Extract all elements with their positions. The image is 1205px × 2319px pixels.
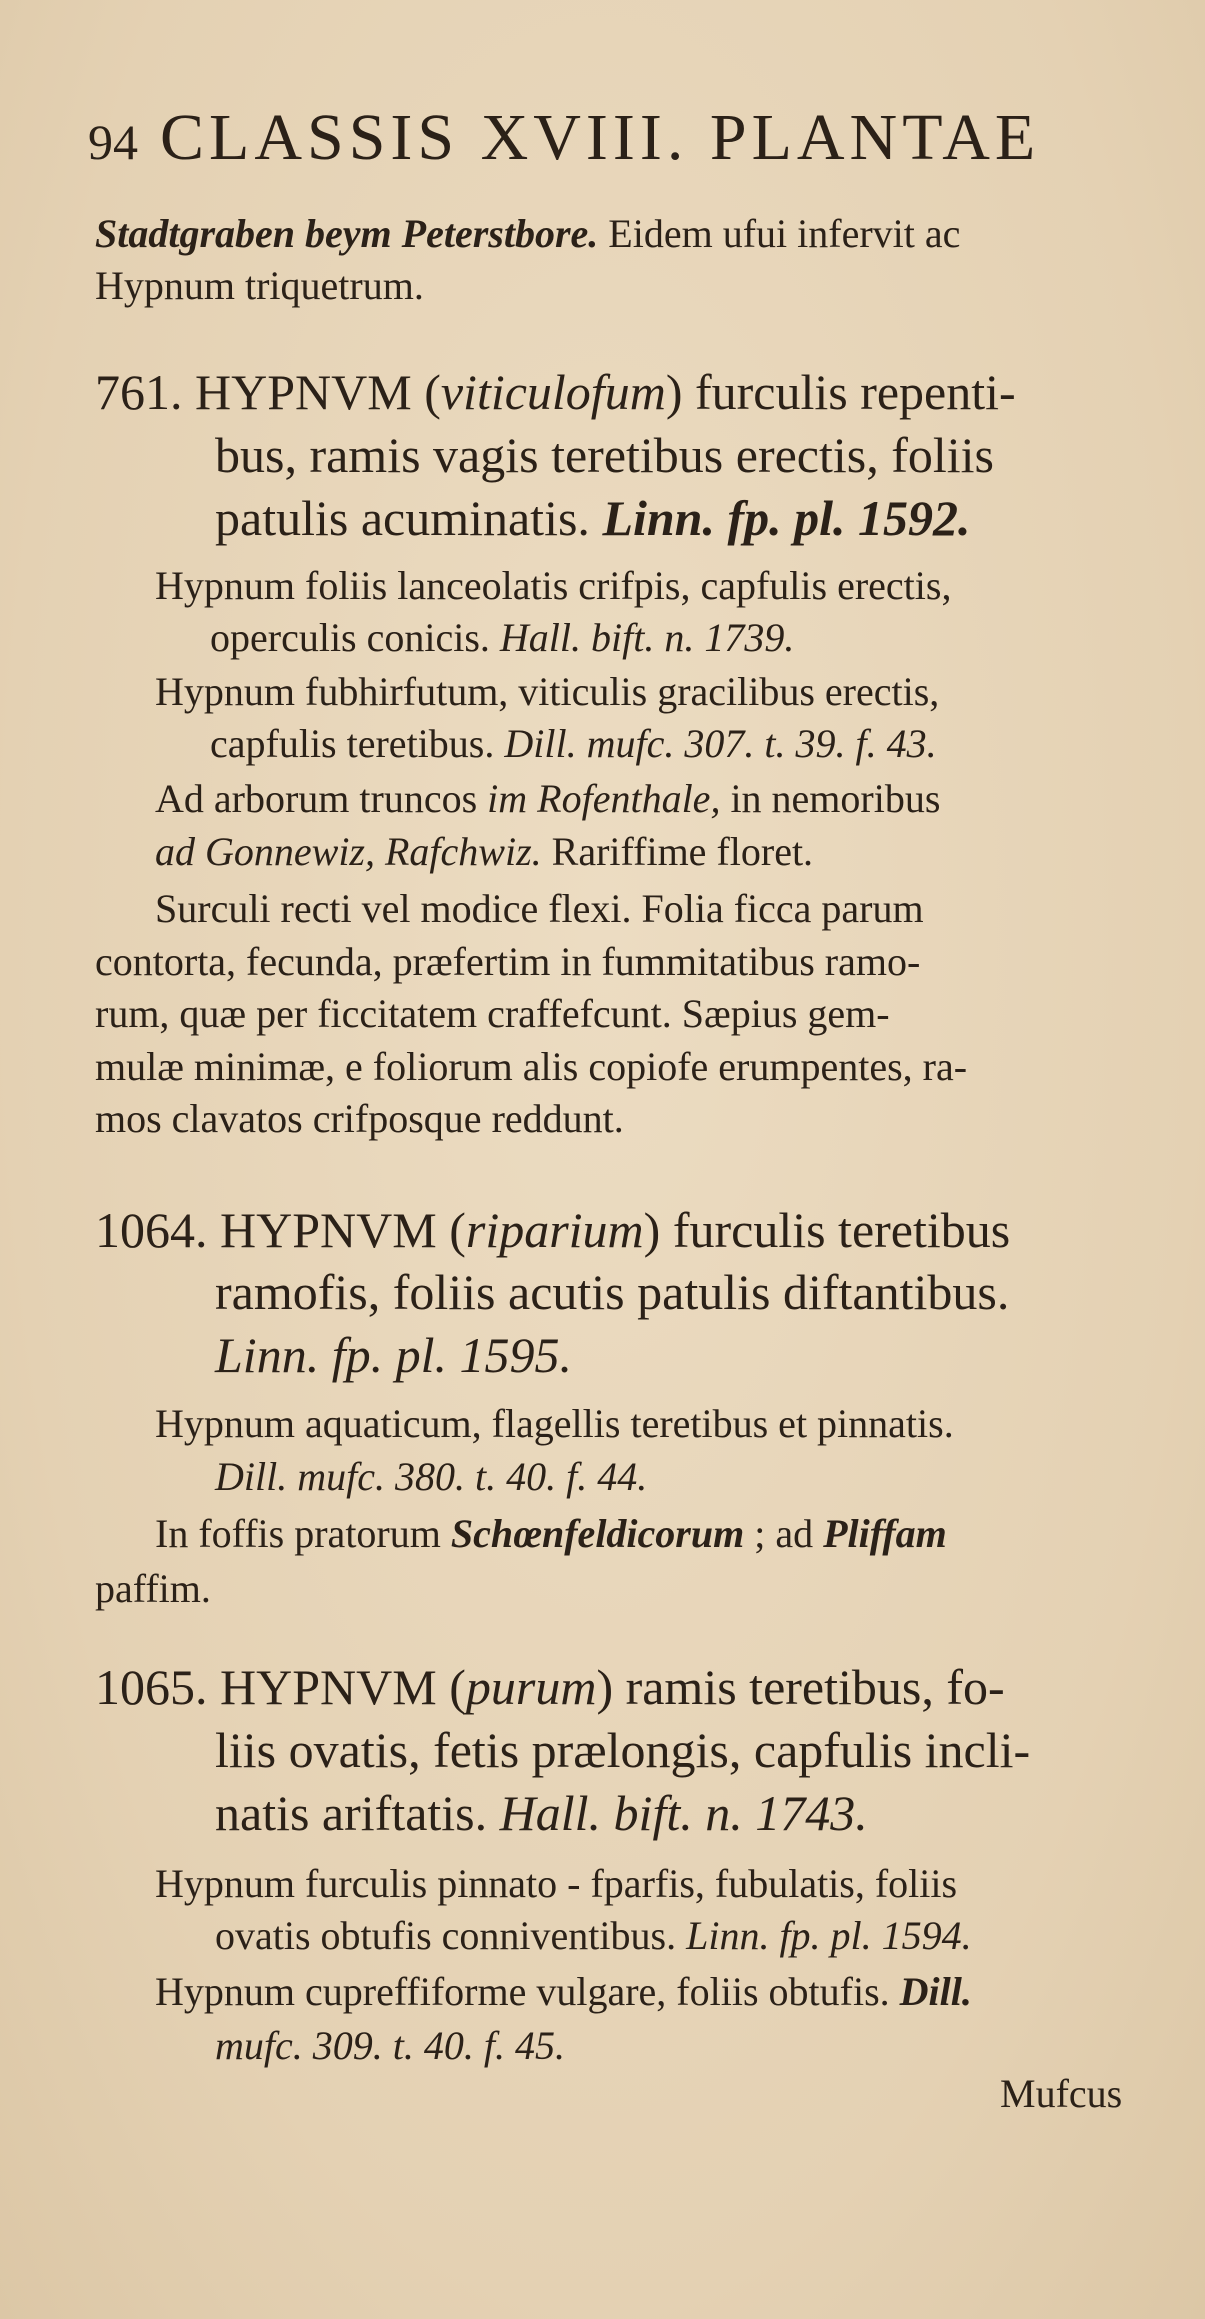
text-line [155,1860,957,1908]
text-segment: operculis conicis. [210,615,500,660]
text-line [215,2022,565,2070]
text-line [215,1783,868,1843]
text-segment: ) ramis teretibus, fo- [596,1659,1005,1715]
text-segment: purum [465,1659,597,1715]
text-line [210,614,794,662]
text-segment: Dill. mufc. 380. t. 40. f. 44. [215,1454,648,1499]
text-line [155,668,939,716]
text-segment: liis ovatis, fetis prælongis, capfulis incli- [215,1722,1031,1778]
text-segment: HYPNVM ( [182,364,441,420]
text-segment: In foffis pratorum [155,1511,451,1556]
text-segment: natis ariftatis. [215,1785,500,1841]
running-title: CLASSIS XVIII. PLANTAE [160,101,1041,174]
text-segment: Hypnum triquetrum. [95,263,424,308]
text-segment: ovatis obtufis conniventibus. [215,1913,687,1958]
text-line [210,720,937,768]
text-segment: Hall. bift. n. 1743. [499,1785,868,1841]
text-segment: 761. [95,364,183,420]
text-line [215,1453,647,1501]
text-segment: rum, quæ per ficcitatem craffefcunt. Sæpius gem- [95,991,890,1036]
catchword: Mufcus [1000,2071,1123,2116]
text-line [155,1400,954,1448]
text-segment: Linn. fp. pl. 1595. [215,1327,572,1383]
text-segment: Stadtgraben beym Peterstbore. [95,211,599,256]
text-segment: bus, ramis vagis teretibus erectis, foliis [215,427,995,483]
text-segment: Rariffime floret. [541,829,814,874]
text-line [215,1325,572,1385]
text-segment: Hall. bift. n. 1739. [499,615,795,660]
text-line [215,1720,1030,1780]
text-segment: Dill. mufc. 307. t. 39. f. 43. [504,721,937,766]
text-segment: 1064. [95,1202,208,1258]
text-line [215,1912,972,1960]
text-line [155,562,951,610]
text-segment: ; ad [744,1511,824,1556]
text-segment: Hypnum cupreffiforme vulgare, foliis obtufis. [155,1969,900,2014]
text-line [95,1565,211,1613]
text-segment: Hypnum foliis lanceolatis crifpis, capfulis erectis, [155,563,952,608]
text-line [95,990,890,1038]
text-segment: Dill. [899,1969,972,2014]
text-segment: Hypnum fubhirfutum, viticulis gracilibus erectis, [155,669,940,714]
text-line [95,1657,1005,1717]
text-segment: ad Gonnewiz, Rafchwiz. [155,829,542,874]
text-segment: Linn. fp. pl. 1594. [686,1913,972,1958]
page-header [88,100,1128,190]
text-segment: 1065. [95,1659,208,1715]
text-line [95,1095,624,1143]
page-number: 94 [88,114,138,170]
text-segment: mulæ minimæ, e foliorum alis copiofe erumpentes, ra- [95,1044,968,1089]
text-segment: paffim. [95,1566,211,1611]
text-segment: Schœnfeldicorum [450,1511,745,1556]
text-segment: Surculi recti vel modice flexi. Folia ficca parum [155,886,924,931]
text-segment: capfulis teretibus. [210,721,505,766]
text-segment: im Rofenthale, [487,776,721,821]
text-segment: Eidem ufui infervit ac [598,211,961,256]
text-line [95,262,424,310]
text-segment: patulis acuminatis. [215,490,603,546]
text-segment: HYPNVM ( [207,1659,466,1715]
text-segment: Ad arborum truncos [155,776,488,821]
text-segment: in nemoribus [720,776,941,821]
text-line [215,425,994,485]
text-line [155,828,813,876]
text-line [155,1968,972,2016]
text-segment: riparium [465,1202,644,1258]
text-segment: ) furculis teretibus [643,1202,1011,1258]
text-segment: ramofis, foliis acutis patulis diftantibus. [215,1264,1010,1320]
text-segment: viticulofum [440,364,666,420]
text-segment: mos clavatos crifposque reddunt. [95,1096,624,1141]
text-line [215,488,971,548]
text-line [215,1262,1009,1322]
text-line [155,775,940,823]
text-line [95,938,920,986]
text-line [95,1043,967,1091]
text-line [95,210,960,258]
text-line [95,1200,1010,1260]
text-segment: contorta, fecunda, præfertim in fummitatibus ramo- [95,939,921,984]
text-segment: Pliffam [823,1511,947,1556]
text-segment: mufc. 309. t. 40. f. 45. [215,2023,565,2068]
text-segment: ) furculis repenti- [665,364,1016,420]
text-segment: Linn. fp. pl. 1592. [602,490,971,546]
text-line [95,362,1016,422]
text-segment: HYPNVM ( [207,1202,466,1258]
text-line [155,1510,947,1558]
text-segment: Hypnum furculis pinnato - fparfis, fubulatis, foliis [155,1861,958,1906]
text-segment: Hypnum aquaticum, flagellis teretibus et pinnatis. [155,1401,954,1446]
text-line [155,885,924,933]
